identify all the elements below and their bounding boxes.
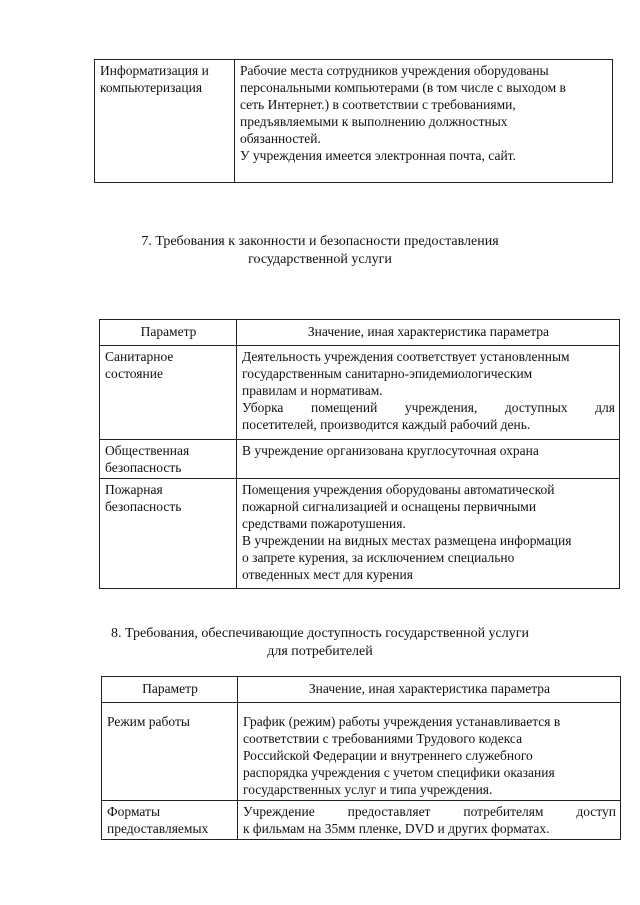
table-row — [102, 703, 621, 801]
value-line: Учреждение предоставляет потребителям доступ — [243, 804, 616, 819]
value-line: Уборка помещений учреждения, доступных для — [242, 400, 615, 415]
value-cell — [238, 801, 621, 840]
value-line: обязанностей. — [240, 131, 321, 146]
value-cell — [237, 440, 620, 479]
value-line: сеть Интернет.) в соответствии с требованиями, — [240, 97, 516, 112]
value-line: персональными компьютерами (в том числе с выходом в — [240, 80, 566, 95]
value-line: о запрете курения, за исключением специально — [242, 550, 515, 565]
param-cell: Санитарное состояние — [100, 346, 237, 440]
table-row — [102, 801, 621, 840]
value-line: соответствии с требованиями Трудового кодекса — [243, 731, 523, 746]
value-line: отведенных мест для курения — [242, 567, 413, 582]
table-row — [100, 440, 620, 479]
table-row — [100, 346, 620, 440]
value-line: Помещения учреждения оборудованы автоматической — [242, 482, 555, 497]
value-line: к фильмам на 35мм пленке, DVD и других форматах. — [243, 821, 550, 836]
value-line: распорядка учреждения с учетом специфики оказания — [243, 765, 555, 780]
value-line: В учреждение организована круглосуточная охрана — [242, 443, 539, 458]
section-8-title-line1: 8. Требования, обеспечивающие доступность государственной услуги — [111, 626, 529, 641]
value-line: правилам и нормативам. — [242, 383, 383, 398]
section-7-title-line2: государственной услуги — [248, 252, 392, 267]
value-line: График (режим) работы учреждения устанавливается в — [243, 714, 561, 729]
section-7-heading — [0, 233, 640, 269]
header-param: Параметр — [102, 677, 238, 703]
informatization-table — [94, 59, 613, 183]
header-value: Значение, иная характеристика параметра — [238, 677, 621, 703]
value-line: У учреждения имеется электронная почта, сайт. — [240, 148, 516, 163]
value-line: пожарной сигнализацией и оснащены первичными — [242, 499, 537, 514]
value-line: средствами пожаротушения. — [242, 516, 406, 531]
param-cell: Информатизация и компьютеризация — [95, 60, 235, 183]
value-cell — [235, 60, 613, 183]
safety-requirements-table — [99, 319, 620, 589]
value-line: Российской Федерации и внутреннего служебного — [243, 748, 533, 763]
header-value: Значение, иная характеристика параметра — [237, 320, 620, 346]
param-cell: Общественная безопасность — [100, 440, 237, 479]
value-line: государственным санитарно-эпидемиологическим — [242, 366, 533, 381]
section-8-title-line2: для потребителей — [267, 644, 373, 659]
value-line: посетителей, производится каждый рабочий день. — [242, 417, 531, 432]
table-header-row — [100, 320, 620, 346]
param-cell: Режим работы — [102, 703, 238, 801]
accessibility-requirements-table — [101, 676, 621, 840]
section-8-heading — [0, 625, 640, 661]
table-row — [100, 479, 620, 589]
value-line: государственных услуг и типа учреждения. — [243, 782, 493, 797]
value-cell — [237, 479, 620, 589]
value-line: Рабочие места сотрудников учреждения оборудованы — [240, 63, 549, 78]
value-cell — [237, 346, 620, 440]
value-line: предъявляемыми к выполнению должностных — [240, 114, 508, 129]
value-line: Деятельность учреждения соответствует установленным — [242, 349, 570, 364]
param-cell: Форматы предоставляемых — [102, 801, 238, 840]
header-param: Параметр — [100, 320, 237, 346]
value-line: В учреждении на видных местах размещена информация — [242, 533, 572, 548]
table-row — [95, 60, 613, 183]
section-7-title-line1: 7. Требования к законности и безопасности предоставления — [141, 234, 499, 249]
value-cell — [238, 703, 621, 801]
param-cell: Пожарная безопасность — [100, 479, 237, 589]
table-header-row — [102, 677, 621, 703]
